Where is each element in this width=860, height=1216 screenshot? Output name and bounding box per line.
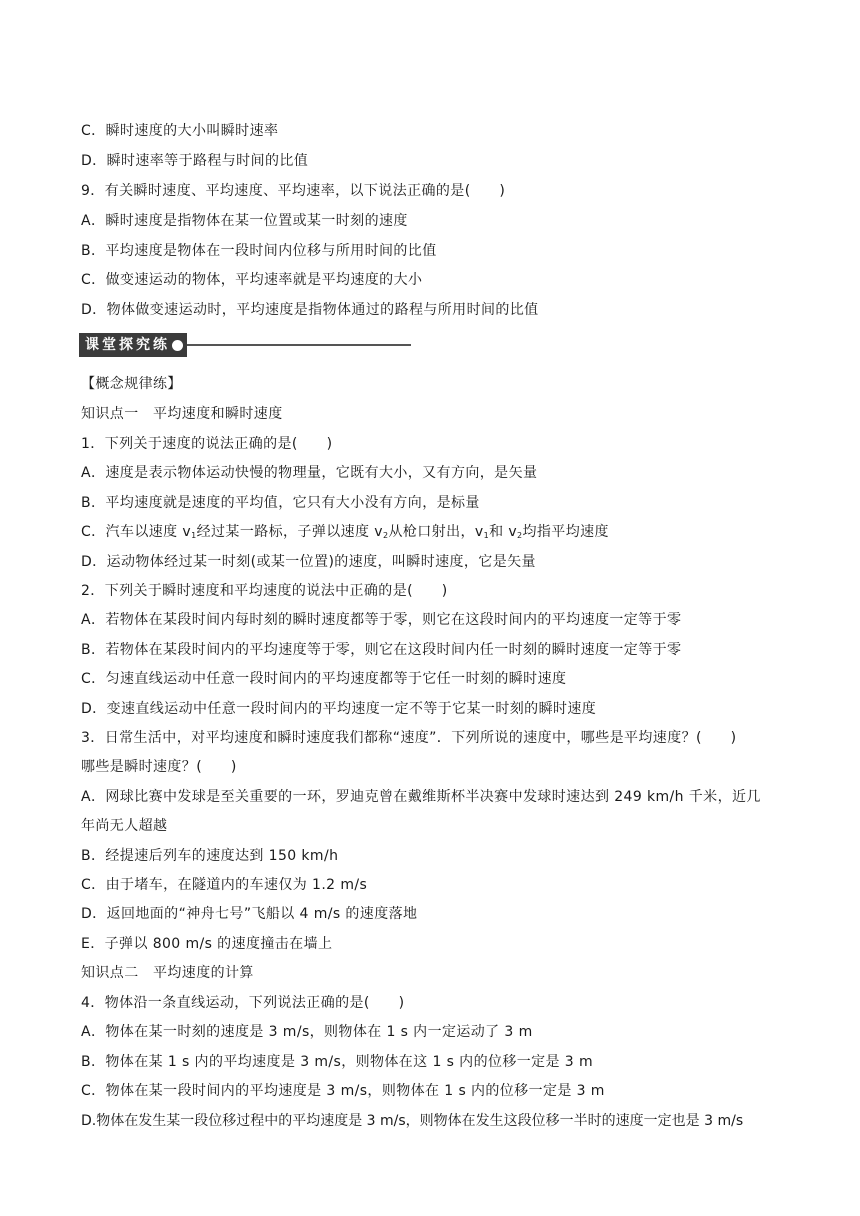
question-3-option-e: E．子弹以 800 m/s 的速度撞击在墙上	[81, 936, 333, 952]
question-3-option-a-line-2: 年尚无人超越	[81, 818, 168, 834]
question-2-option-d: D．变速直线运动中任意一段时间内的平均速度一定不等于它某一时刻的瞬时速度	[81, 701, 597, 717]
question-4-option-a: A．物体在某一时刻的速度是 3 m/s，则物体在 1 s 内一定运动了 3 m	[81, 1024, 533, 1040]
question-4-option-b: B．物体在某 1 s 内的平均速度是 3 m/s，则物体在这 1 s 内的位移一定是 3 m	[81, 1054, 594, 1070]
question-3-option-a-line-1: A．网球比赛中发球是至关重要的一环，罗迪克曾在戴维斯杯半决赛中发球时速达到 249 km/h 千米，近几	[81, 789, 761, 805]
knowledge-point-2-title: 知识点二 平均速度的计算	[81, 965, 254, 981]
banner-bullet-icon	[172, 340, 183, 351]
question-3-stem-line-2: 哪些是瞬时速度？( )	[81, 759, 237, 775]
question-4-option-d: D.物体在发生某一段位移过程中的平均速度是 3 m/s，则物体在发生这段位移一半时的速度一定也是 3 m/s	[81, 1113, 744, 1129]
question-4-option-c: C．物体在某一段时间内的平均速度是 3 m/s，则物体在 1 s 内的位移一定是 3 m	[81, 1083, 605, 1099]
option-c-prev-question: C．瞬时速度的大小叫瞬时速率	[81, 123, 279, 139]
question-4-stem: 4．物体沿一条直线运动，下列说法正确的是( )	[81, 995, 405, 1011]
question-9-option-b: B．平均速度是物体在一段时间内位移与所用时间的比值	[81, 243, 437, 259]
question-1-option-c: C．汽车以速度 $v_1$经过某一路标，子弹以速度 $v_2$从枪口射出，$v_1$和 $v_2$均指平均速度	[81, 524, 609, 540]
knowledge-point-1-title: 知识点一 平均速度和瞬时速度	[81, 406, 283, 422]
banner-rule	[187, 344, 411, 346]
option-d-prev-question: D．瞬时速率等于路程与时间的比值	[81, 153, 309, 169]
question-3-option-c: C．由于堵车，在隧道内的车速仅为 1.2 m/s	[81, 877, 368, 893]
question-1-option-d: D．运动物体经过某一时刻(或某一位置)的速度，叫瞬时速度，它是矢量	[81, 554, 536, 570]
question-2-option-a: A．若物体在某段时间内每时刻的瞬时速度都等于零，则它在这段时间内的平均速度一定等于零	[81, 612, 682, 628]
question-9-option-c: C．做变速运动的物体，平均速率就是平均速度的大小	[81, 272, 423, 288]
section-banner-text: 课堂探究练	[85, 337, 170, 353]
question-9-stem: 9．有关瞬时速度、平均速度、平均速率，以下说法正确的是( )	[81, 183, 506, 199]
question-2-option-b: B．若物体在某段时间内的平均速度等于零，则它在这段时间内任一时刻的瞬时速度一定等于零	[81, 642, 682, 658]
section-label: 【概念规律练】	[81, 376, 182, 392]
section-banner-label	[79, 333, 187, 357]
question-3-option-d: D．返回地面的“神舟七号”飞船以 4 m/s 的速度落地	[81, 906, 418, 922]
question-3-option-b: B．经提速后列车的速度达到 150 km/h	[81, 848, 339, 864]
question-9-option-d: D．物体做变速运动时，平均速度是指物体通过的路程与所用时间的比值	[81, 302, 539, 318]
question-1-stem: 1．下列关于速度的说法正确的是( )	[81, 436, 333, 452]
question-2-option-c: C．匀速直线运动中任意一段时间内的平均速度都等于它任一时刻的瞬时速度	[81, 671, 567, 687]
question-1-option-a: A．速度是表示物体运动快慢的物理量，它既有大小，又有方向，是矢量	[81, 465, 538, 481]
question-9-option-a: A．瞬时速度是指物体在某一位置或某一时刻的速度	[81, 213, 408, 229]
question-2-stem: 2．下列关于瞬时速度和平均速度的说法中正确的是( )	[81, 583, 448, 599]
question-3-stem-line-1: 3．日常生活中，对平均速度和瞬时速度我们都称“速度”．下列所说的速度中，哪些是平均速度？( )	[81, 730, 737, 746]
question-1-option-b: B．平均速度就是速度的平均值，它只有大小没有方向，是标量	[81, 495, 480, 511]
section-banner	[79, 333, 411, 357]
